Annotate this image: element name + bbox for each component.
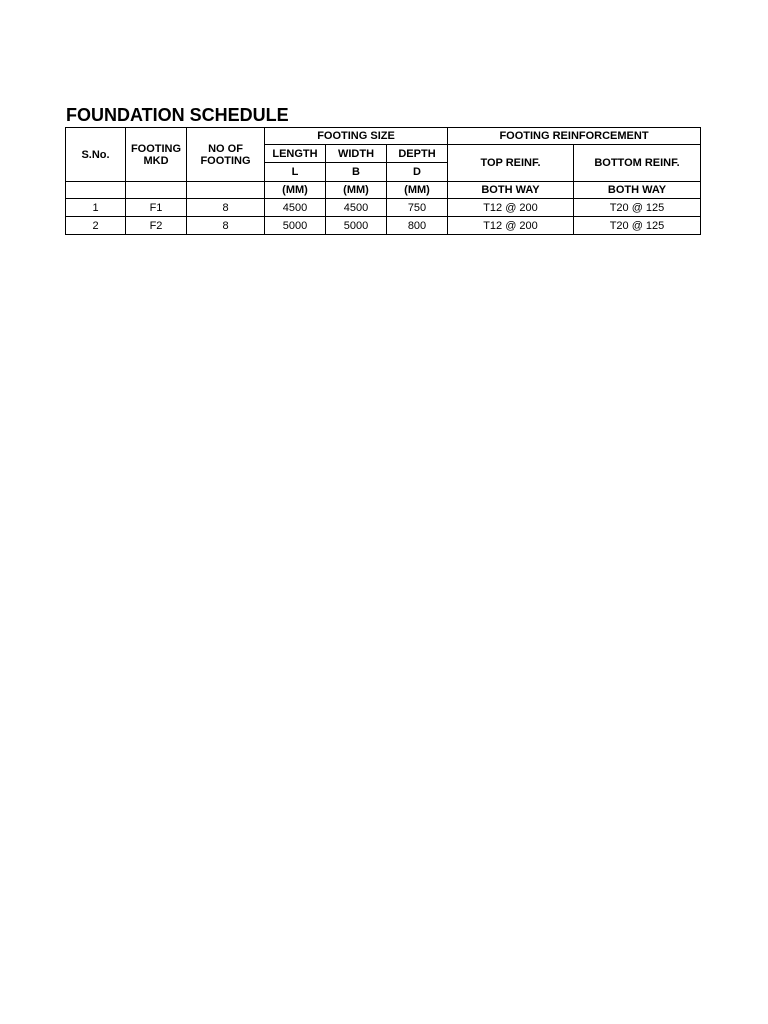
- header-footing-size: FOOTING SIZE: [265, 128, 448, 145]
- header-blank-sno: [66, 182, 126, 199]
- cell-bottom-reinf: T20 @ 125: [574, 217, 701, 235]
- header-blank-count: [187, 182, 265, 199]
- header-depth: DEPTH: [387, 145, 448, 163]
- header-width-symbol: B: [326, 163, 387, 182]
- header-length: LENGTH: [265, 145, 326, 163]
- header-length-symbol: L: [265, 163, 326, 182]
- cell-depth: 750: [387, 199, 448, 217]
- table-row: [66, 217, 701, 235]
- header-width-unit: (MM): [326, 182, 387, 199]
- cell-length: 4500: [265, 199, 326, 217]
- cell-count: 8: [187, 199, 265, 217]
- cell-top-reinf: T12 @ 200: [448, 217, 574, 235]
- cell-width: 4500: [326, 199, 387, 217]
- cell-mkd: F2: [126, 217, 187, 235]
- cell-bottom-reinf: T20 @ 125: [574, 199, 701, 217]
- cell-sno: 2: [66, 217, 126, 235]
- header-top-both-way: BOTH WAY: [448, 182, 574, 199]
- cell-mkd: F1: [126, 199, 187, 217]
- foundation-schedule-table: [65, 127, 701, 235]
- cell-width: 5000: [326, 217, 387, 235]
- header-bottom-reinf: BOTTOM REINF.: [574, 145, 701, 182]
- header-no-of-footing-line2: FOOTING: [200, 154, 251, 167]
- header-row-1: [66, 128, 701, 145]
- header-footing-mkd-line2: MKD: [143, 154, 169, 167]
- cell-top-reinf: T12 @ 200: [448, 199, 574, 217]
- cell-count: 8: [187, 217, 265, 235]
- header-depth-unit: (MM): [387, 182, 448, 199]
- cell-sno: 1: [66, 199, 126, 217]
- header-no-of-footing-line1: NO OF: [208, 142, 243, 155]
- table-row: [66, 199, 701, 217]
- header-bottom-both-way: BOTH WAY: [574, 182, 701, 199]
- header-footing-mkd-line1: FOOTING: [130, 142, 182, 155]
- header-footing-reinforcement: FOOTING REINFORCEMENT: [448, 128, 701, 145]
- cell-depth: 800: [387, 217, 448, 235]
- header-row-4: [66, 182, 701, 199]
- header-top-reinf: TOP REINF.: [448, 145, 574, 182]
- header-length-unit: (MM): [265, 182, 326, 199]
- header-sno: S.No.: [66, 128, 126, 182]
- page-title: FOUNDATION SCHEDULE: [66, 105, 289, 125]
- header-depth-symbol: D: [387, 163, 448, 182]
- header-no-of-footing: [187, 128, 265, 182]
- cell-length: 5000: [265, 217, 326, 235]
- header-width: WIDTH: [326, 145, 387, 163]
- header-footing-mkd: [126, 128, 187, 182]
- header-blank-mkd: [126, 182, 187, 199]
